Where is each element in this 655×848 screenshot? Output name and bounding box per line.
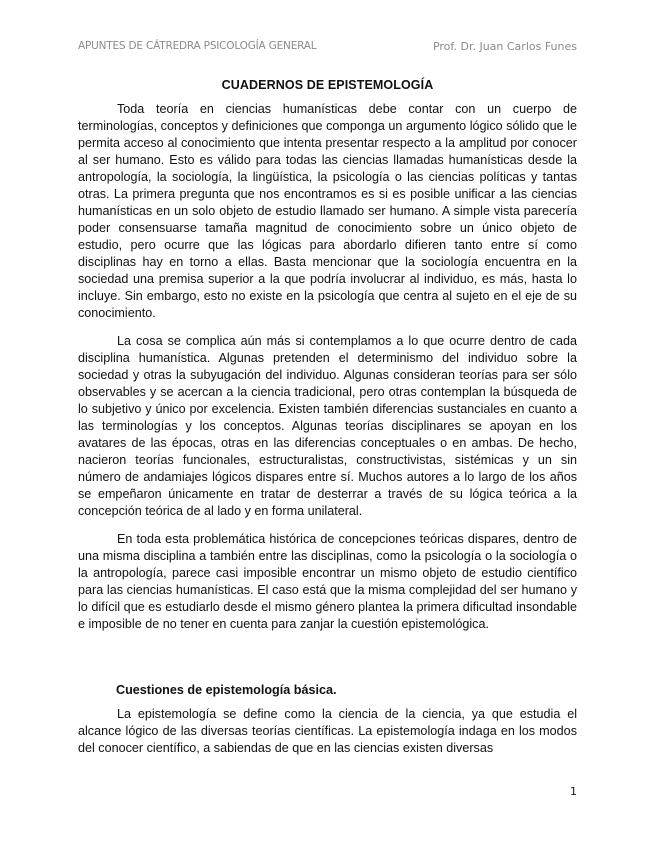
document-title: CUADERNOS DE EPISTEMOLOGÍA (221, 78, 434, 92)
page-header (78, 40, 577, 56)
section-body (78, 706, 577, 757)
section-heading: Cuestiones de epistemología básica. (116, 683, 337, 697)
page-number: 1 (570, 785, 577, 798)
document-body (78, 101, 577, 644)
paragraph: La cosa se complica aún más si contemplamos a lo que ocurre dentro de cada disciplina humanística. Algunas pretenden el determinismo del individuo sobre la sociedad y otras la subyugación del individuo. Algunas consideran teorías para ser sólo observables y se acercan a la ciencia tradicional, pero otras contemplan la búsqueda de lo subjetivo y único por excelencia. Existen también diferencias sustanciales en cuanto a las terminologías y los conceptos. Algunas teorías disciplinares se apoyan en los avatares de las épocas, otras en las diferencias conceptuales o en ambas. De hecho, nacieron teorías funcionales, estructuralistas, constructivistas, sistémicas y un sin número de andamiajes lógicos dispares entre sí. Muchos autores a lo largo de los años se empeñaron únicamente en tratar de desterrar a través de su lógica teórica a la concepción teórica de al lado y en forma unilateral. (78, 334, 577, 518)
header-author: Prof. Dr. Juan Carlos Funes (432, 40, 577, 53)
paragraph: En toda esta problemática histórica de concepciones teóricas dispares, dentro de una misma disciplina a también entre las disciplinas, como la psicología o la sociología o la antropología, parece casi imposible encontrar un mismo objeto de estudio científico para las ciencias humanísticas. El caso está que la misma complejidad del ser humano y lo difícil que es estudiarlo desde el mismo género plantea la primera dificultad insondable e imposible de no tener en cuenta para zanjar la cuestión epistemológica. (78, 532, 577, 631)
paragraph: Toda teoría en ciencias humanísticas debe contar con un cuerpo de terminologías, conceptos y definiciones que componga un argumento lógico sólido que le permita acceso al conocimiento que intenta presentar respecto a la amplitud por conocer al ser humano. Esto es válido para todas las ciencias llamadas humanísticas desde la antropología, la sociología, la lingüística, la psicología o las ciencias políticas y tantas otras. La primera pregunta que nos encontramos es si es posible unificar a las ciencias humanísticas en un solo objeto de estudio llamado ser humano. A simple vista parecería poder consensuarse tamaña magnitud de conocimiento sobre un único objeto de estudio, pero ocurre que las lógicas para abordarlo difieren tanto entre sí como disciplinas hay en torno a ellas. Basta mencionar que la sociología encuentra en la sociedad una premisa superior a la que podría involucrar al individuo, es más, hasta lo incluye. Sin embargo, esto no existe en la psicología que centra al sujeto en el eje de su conocimiento. (78, 102, 577, 320)
header-course-title: APUNTES DE CÁTREDRA PSICOLOGÍA GENERAL (78, 40, 317, 52)
paragraph: La epistemología se define como la ciencia de la ciencia, ya que estudia el alcance lógico de las diversas teorías científicas. La epistemología indaga en los modos del conocer científico, a sabiendas de que en las ciencias existen diversas (78, 707, 577, 755)
